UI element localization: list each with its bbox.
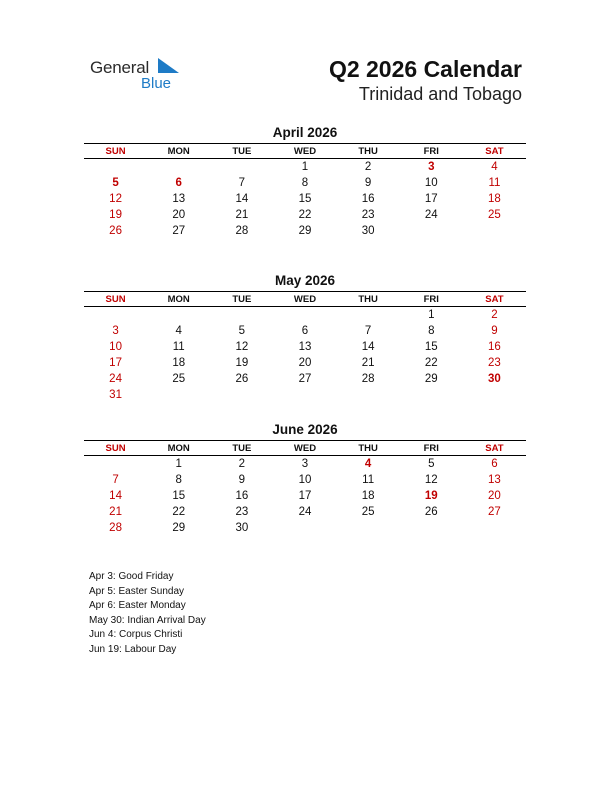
day-cell: 10 [298, 474, 312, 486]
day-cell: 27 [298, 373, 312, 385]
day-cell: 12 [424, 474, 438, 486]
week-row [84, 307, 526, 323]
day-cell: 17 [298, 490, 312, 502]
weekday-header-row [84, 440, 526, 456]
day-cell: 21 [109, 506, 122, 518]
day-cell: 21 [235, 209, 249, 221]
day-cell: 27 [172, 225, 186, 237]
day-cell: 13 [172, 193, 186, 205]
holiday-item: May 30: Indian Arrival Day [89, 614, 206, 626]
weekday-header: WED [293, 145, 317, 157]
week-row [84, 520, 526, 536]
day-cell: 8 [175, 474, 182, 486]
week-row [84, 456, 526, 472]
day-cell: 11 [172, 341, 185, 353]
weekday-header: SUN [105, 442, 126, 454]
day-cell: 4 [364, 458, 372, 470]
day-cell: 19 [235, 357, 249, 369]
week-row [84, 488, 526, 504]
month-calendar-may [84, 273, 526, 403]
day-cell: 5 [428, 458, 435, 470]
day-cell: 3 [112, 325, 119, 337]
holiday-item: Apr 5: Easter Sunday [89, 585, 185, 597]
day-cell: 14 [109, 490, 122, 502]
day-cell: 5 [112, 177, 119, 189]
day-cell: 13 [298, 341, 312, 353]
week-row [84, 207, 526, 223]
weekday-header-row [84, 143, 526, 159]
day-cell: 9 [238, 474, 246, 486]
day-cell: 7 [364, 325, 372, 337]
weekday-header: SAT [485, 293, 504, 305]
holiday-item: Jun 19: Labour Day [89, 643, 177, 655]
day-cell: 14 [361, 341, 375, 353]
day-cell: 28 [361, 373, 375, 385]
week-row [84, 191, 526, 207]
weekday-header: TUE [232, 145, 252, 157]
day-cell: 26 [424, 506, 438, 518]
month-title: May 2026 [274, 273, 336, 288]
month-calendar-june [84, 422, 526, 536]
day-cell: 28 [109, 522, 122, 534]
day-cell: 9 [364, 177, 372, 189]
day-cell: 8 [301, 177, 309, 189]
weekday-header: MON [167, 145, 190, 157]
logo-flag-icon [158, 57, 180, 74]
weekday-header: THU [358, 293, 378, 305]
weekday-header: WED [293, 293, 317, 305]
day-cell: 2 [491, 309, 498, 321]
day-cell: 20 [298, 357, 312, 369]
day-cell: 21 [361, 357, 375, 369]
day-cell: 10 [424, 177, 438, 189]
day-cell: 6 [491, 458, 498, 470]
week-row [84, 339, 526, 355]
day-cell: 3 [428, 161, 435, 173]
day-cell: 23 [488, 357, 501, 369]
week-row [84, 323, 526, 339]
day-cell: 16 [235, 490, 249, 502]
weekday-header: THU [358, 442, 378, 454]
day-cell: 2 [238, 458, 246, 470]
day-cell: 30 [361, 225, 375, 237]
day-cell: 15 [172, 490, 186, 502]
day-cell: 24 [424, 209, 438, 221]
week-row [84, 387, 526, 403]
day-cell: 17 [109, 357, 122, 369]
weekday-header: SUN [105, 145, 126, 157]
day-cell: 12 [235, 341, 249, 353]
day-cell: 10 [109, 341, 122, 353]
weekday-header: TUE [232, 293, 252, 305]
day-cell: 15 [424, 341, 438, 353]
generalblue-logo [88, 56, 198, 96]
holiday-item: Jun 4: Corpus Christi [89, 629, 183, 640]
day-cell: 11 [488, 177, 501, 189]
week-row [84, 159, 526, 175]
weekday-header: THU [358, 145, 378, 157]
day-cell: 7 [112, 474, 119, 486]
day-cell: 25 [488, 209, 501, 221]
weekday-header: FRI [423, 293, 439, 305]
day-cell: 19 [109, 209, 122, 221]
day-cell: 24 [298, 506, 312, 518]
day-cell: 18 [361, 490, 375, 502]
day-cell: 17 [424, 193, 438, 205]
weekday-header: SUN [105, 293, 126, 305]
logo-text-general: General [90, 58, 150, 77]
page-title: Q2 2026 Calendar [328, 56, 522, 82]
day-cell: 27 [488, 506, 501, 518]
day-cell: 13 [488, 474, 501, 486]
day-cell: 29 [424, 373, 438, 385]
day-cell: 1 [175, 458, 182, 470]
weekday-header: SAT [485, 145, 504, 157]
month-title: June 2026 [272, 422, 338, 437]
day-cell: 23 [235, 506, 249, 518]
day-cell: 4 [491, 161, 498, 173]
day-cell: 29 [298, 225, 312, 237]
holiday-item: Apr 6: Easter Monday [89, 600, 186, 611]
holiday-item: Apr 3: Good Friday [89, 571, 174, 582]
week-row [84, 504, 526, 520]
day-cell: 1 [301, 161, 309, 173]
day-cell: 29 [172, 522, 186, 534]
day-cell: 8 [428, 325, 435, 337]
holiday-list [89, 570, 206, 657]
day-cell: 26 [109, 225, 122, 237]
week-row [84, 472, 526, 488]
day-cell: 24 [109, 373, 122, 385]
day-cell: 22 [424, 357, 438, 369]
week-row [84, 175, 526, 191]
day-cell: 30 [235, 522, 249, 534]
day-cell: 6 [301, 325, 309, 337]
day-cell: 30 [488, 373, 501, 385]
day-cell: 4 [175, 325, 182, 337]
weekday-header: MON [167, 293, 190, 305]
weekday-header: SAT [485, 442, 504, 454]
weekday-header: FRI [423, 145, 439, 157]
day-cell: 1 [428, 309, 435, 321]
weekday-header: TUE [232, 442, 252, 454]
day-cell: 16 [488, 341, 501, 353]
day-cell: 18 [172, 357, 186, 369]
day-cell: 16 [361, 193, 375, 205]
day-cell: 9 [491, 325, 498, 337]
weekday-header-row [84, 291, 526, 307]
month-calendar-april [84, 125, 526, 239]
day-cell: 22 [172, 506, 186, 518]
month-title: April 2026 [272, 125, 338, 140]
day-cell: 5 [238, 325, 246, 337]
day-cell: 6 [175, 177, 182, 189]
day-cell: 15 [298, 193, 312, 205]
day-cell: 31 [109, 389, 122, 401]
day-cell: 2 [364, 161, 372, 173]
weekday-header: FRI [423, 442, 439, 454]
day-cell: 20 [488, 490, 501, 502]
day-cell: 18 [488, 193, 501, 205]
page-subtitle: Trinidad and Tobago [358, 84, 522, 104]
day-cell: 12 [109, 193, 122, 205]
day-cell: 23 [361, 209, 375, 221]
logo-text-blue: Blue [141, 75, 172, 92]
day-cell: 3 [301, 458, 309, 470]
day-cell: 28 [235, 225, 249, 237]
day-cell: 11 [362, 474, 375, 486]
week-row [84, 371, 526, 387]
week-row [84, 355, 526, 371]
day-cell: 7 [238, 177, 246, 189]
weekday-header: WED [293, 442, 317, 454]
day-cell: 25 [172, 373, 186, 385]
day-cell: 19 [424, 490, 438, 502]
day-cell: 20 [172, 209, 186, 221]
day-cell: 14 [235, 193, 249, 205]
weekday-header: MON [167, 442, 190, 454]
day-cell: 22 [298, 209, 312, 221]
day-cell: 26 [235, 373, 249, 385]
day-cell: 25 [361, 506, 375, 518]
week-row [84, 223, 526, 239]
